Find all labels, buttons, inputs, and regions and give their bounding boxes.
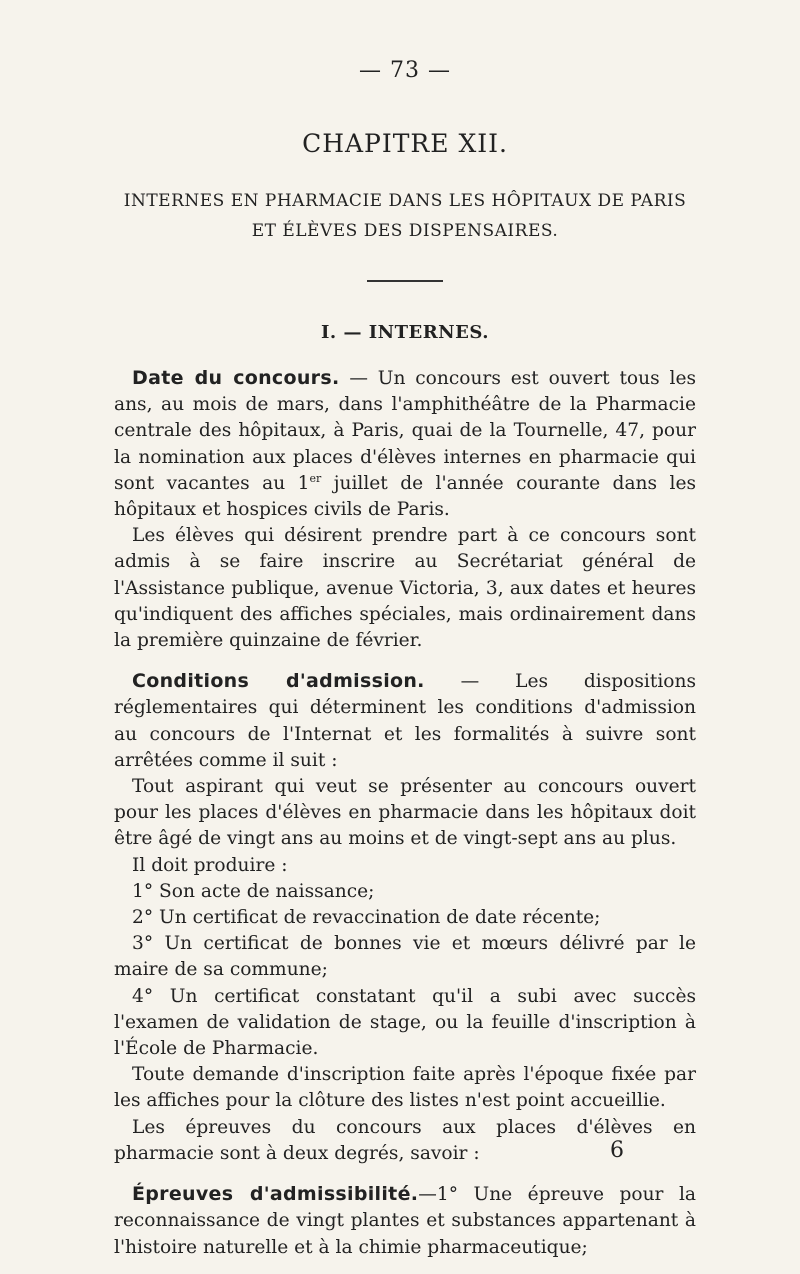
list-item-4: 4° Un certificat constatant qu'il a subi avec succès l'examen de validation de stage, ou la feuille d'inscription à l'École de Pharmacie.	[114, 985, 696, 1060]
chapter-subtitle-line-1: INTERNES EN PHARMACIE DANS LES HÔPITAUX DE PARIS	[123, 191, 687, 211]
paragraph-date-du-concours	[114, 365, 696, 523]
paragraph-epreuves: Les épreuves du concours aux places d'élèves en pharmacie sont à deux degrés, savoir :	[114, 1116, 696, 1164]
lead-epreuves-admissibilite: Épreuves d'admissibilité.	[132, 1183, 419, 1206]
superscript: er	[309, 471, 322, 485]
paragraph-text: juillet de l'année courante dans les hôpitaux et hospices civils de Paris.	[114, 472, 696, 521]
paragraph-text: — Un concours est ouvert tous les ans, au mois de mars, dans l'amphithéâtre de la Pharmacie centrale des hôpitaux, à Paris, quai de la Tournelle, 47, pour la nomination aux places d'élèves internes en pharmacie qui sont vacantes au 1	[114, 368, 696, 494]
list-item-1: 1° Son acte de naissance;	[132, 880, 375, 902]
paragraph-inscription: Les élèves qui désirent prendre part à ce concours sont admis à se faire inscrire au Secrétariat général de l'Assistance publique, avenue Victoria, 3, aux dates et heures qu'indiquent des affiches spéciales, mais ordinairement dans la première quinzaine de février.	[114, 525, 696, 652]
paragraph-text: — Les dispositions réglementaires qui déterminent les conditions d'admission au concours de l'Internat et les formalités à suivre sont arrêtées comme il suit :	[114, 671, 696, 771]
page-number: — 73 —	[359, 58, 451, 83]
list-item-2: 2° Un certificat de revaccination de date récente;	[132, 907, 601, 929]
divider-rule	[367, 280, 443, 282]
lead-conditions-admission: Conditions d'admission.	[132, 670, 425, 693]
paragraph-admissibilite	[114, 1181, 696, 1261]
paragraph-demande: Toute demande d'inscription faite après l'époque fixée par les affiches pour la clôture des listes n'est point accueillie.	[114, 1064, 696, 1112]
lead-date-du-concours: Date du concours.	[132, 367, 340, 389]
chapter-subtitle-line-2: ET ÉLÈVES DES DISPENSAIRES.	[251, 221, 559, 241]
list-item-3: 3° Un certificat de bonnes vie et mœurs délivré par le maire de sa commune;	[114, 933, 696, 981]
paragraph-conditions	[114, 668, 696, 774]
paragraph-aspirant: Tout aspirant qui veut se présenter au concours ouvert pour les places d'élèves en pharmacie dans les hôpitaux doit être âgé de vingt ans au moins et de vingt-sept ans au plus.	[114, 776, 696, 850]
signature-mark: 6	[610, 1138, 624, 1163]
paragraph-text: —1° Une épreuve pour la reconnaissance de vingt plantes et substances appartenant à l'histoire naturelle et à la chimie pharmaceutique;	[114, 1184, 696, 1258]
paragraph-doit-produire: Il doit produire :	[132, 854, 288, 876]
chapter-title: CHAPITRE XII.	[302, 129, 508, 158]
section-heading: I. — INTERNES.	[321, 322, 489, 343]
